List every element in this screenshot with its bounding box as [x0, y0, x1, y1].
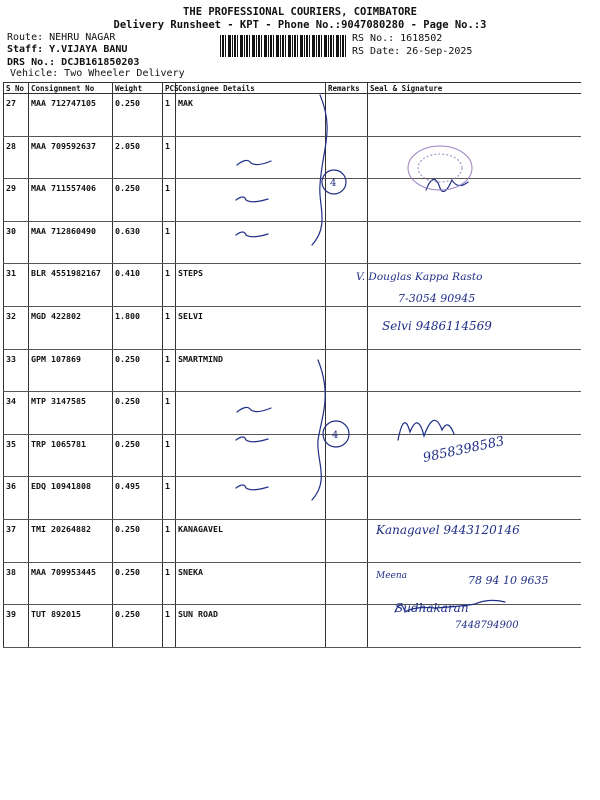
col-pcs: PCS: [163, 83, 176, 94]
pcs-cell: 1: [163, 519, 176, 562]
ink-selvi-note: Selvi 9486114569: [382, 319, 492, 333]
ink-sneka-note-1: Meena: [376, 571, 408, 581]
ink-signature: [398, 420, 454, 440]
consignment-cell: MAA 711557406: [29, 179, 113, 222]
consignee-cell: SMARTMIND: [176, 349, 326, 392]
stamp-seal: [408, 146, 472, 190]
consignee-cell: SELVI: [176, 306, 326, 349]
weight-cell: 0.250: [113, 519, 163, 562]
staff-label: Staff: Y.VIJAYA BANU: [7, 44, 128, 55]
consignee-cell: STEPS: [176, 264, 326, 307]
sno-cell: 28: [4, 136, 29, 179]
rs-date: RS Date: 26-Sep-2025: [352, 46, 473, 57]
weight-cell: 0.410: [113, 264, 163, 307]
consignment-cell: MTP 3147585: [29, 392, 113, 435]
weight-cell: 1.800: [113, 306, 163, 349]
sno-cell: 33: [4, 349, 29, 392]
consignee-cell: SNEKA: [176, 562, 326, 605]
weight-cell: 0.250: [113, 605, 163, 648]
ink-dash: [237, 407, 271, 412]
pcs-cell: 1: [163, 562, 176, 605]
ink-dash: [236, 232, 268, 237]
ink-sunroad-note-2: 7448794900: [455, 620, 519, 631]
col-seal-signature: Seal & Signature: [368, 83, 581, 94]
col-consignment: Consignment No: [29, 83, 113, 94]
ink-kanagavel-note: Kanagavel 9443120146: [376, 523, 520, 537]
ink-dash: [236, 485, 268, 490]
sno-cell: 32: [4, 306, 29, 349]
weight-cell: 0.630: [113, 221, 163, 264]
pcs-cell: 1: [163, 306, 176, 349]
ink-trp-note: 9858398583: [421, 434, 506, 466]
sno-cell: 39: [4, 605, 29, 648]
sno-cell: 31: [4, 264, 29, 307]
company-title: THE PROFESSIONAL COURIERS, COIMBATORE: [183, 6, 417, 18]
consignment-cell: MAA 712747105: [29, 94, 113, 137]
vehicle-label: Vehicle: Two Wheeler Delivery: [10, 68, 185, 79]
weight-cell: 0.250: [113, 349, 163, 392]
runsheet-title: Delivery Runsheet - KPT - Phone No.:9047080280 - Page No.:3: [113, 19, 487, 31]
sno-cell: 29: [4, 179, 29, 222]
weight-cell: 0.495: [113, 477, 163, 520]
consignment-cell: MAA 712860490: [29, 221, 113, 264]
ink-sneka-note-2: 78 94 10 9635: [468, 574, 549, 587]
weight-cell: 0.250: [113, 562, 163, 605]
weight-cell: 0.250: [113, 94, 163, 137]
consignment-cell: TUT 892015: [29, 605, 113, 648]
sno-cell: 27: [4, 94, 29, 137]
ink-dash: [237, 160, 271, 165]
ink-dash: [236, 197, 268, 202]
ink-count-2: 4: [332, 430, 339, 441]
pcs-cell: 1: [163, 136, 176, 179]
ink-steps-note-1: V. Douglas Kappa Rasto: [356, 271, 483, 283]
consignment-cell: TMI 20264882: [29, 519, 113, 562]
ink-steps-note-2: 7-3054 90945: [398, 292, 476, 305]
consignee-cell: MAK: [176, 94, 326, 137]
col-remarks: Remarks: [326, 83, 368, 94]
drs-number: DRS No.: DCJB161850203: [7, 57, 140, 68]
col-weight: Weight: [113, 83, 163, 94]
pcs-cell: 1: [163, 434, 176, 477]
col-sno: S No: [4, 83, 29, 94]
ink-dash: [236, 437, 268, 442]
sno-cell: 38: [4, 562, 29, 605]
consignment-cell: BLR 4551982167: [29, 264, 113, 307]
consignee-cell: SUN ROAD: [176, 605, 326, 648]
consignment-cell: EDQ 10941808: [29, 477, 113, 520]
sno-cell: 34: [4, 392, 29, 435]
pcs-cell: 1: [163, 605, 176, 648]
weight-cell: 2.050: [113, 136, 163, 179]
consignment-cell: MGD 422802: [29, 306, 113, 349]
route-label: Route: NEHRU NAGAR: [7, 32, 116, 43]
sno-cell: 36: [4, 477, 29, 520]
pcs-cell: 1: [163, 349, 176, 392]
consignee-cell: KANAGAVEL: [176, 519, 326, 562]
col-consignee: Consignee Details: [176, 83, 326, 94]
ink-sunroad-note-1: Sudhakaran: [395, 601, 469, 615]
pcs-cell: 1: [163, 179, 176, 222]
pcs-cell: 1: [163, 477, 176, 520]
weight-cell: 0.250: [113, 392, 163, 435]
consignment-cell: MAA 709953445: [29, 562, 113, 605]
sno-cell: 37: [4, 519, 29, 562]
pcs-cell: 1: [163, 221, 176, 264]
pcs-cell: 1: [163, 264, 176, 307]
pcs-cell: 1: [163, 94, 176, 137]
consignment-cell: TRP 1065781: [29, 434, 113, 477]
sno-cell: 35: [4, 434, 29, 477]
ink-count-1: 4: [330, 178, 337, 189]
consignment-cell: MAA 709592637: [29, 136, 113, 179]
weight-cell: 0.250: [113, 434, 163, 477]
ink-brace: [312, 95, 327, 245]
consignment-cell: GPM 107869: [29, 349, 113, 392]
pcs-cell: 1: [163, 392, 176, 435]
sno-cell: 30: [4, 221, 29, 264]
weight-cell: 0.250: [113, 179, 163, 222]
rs-number: RS No.: 1618502: [352, 33, 443, 44]
